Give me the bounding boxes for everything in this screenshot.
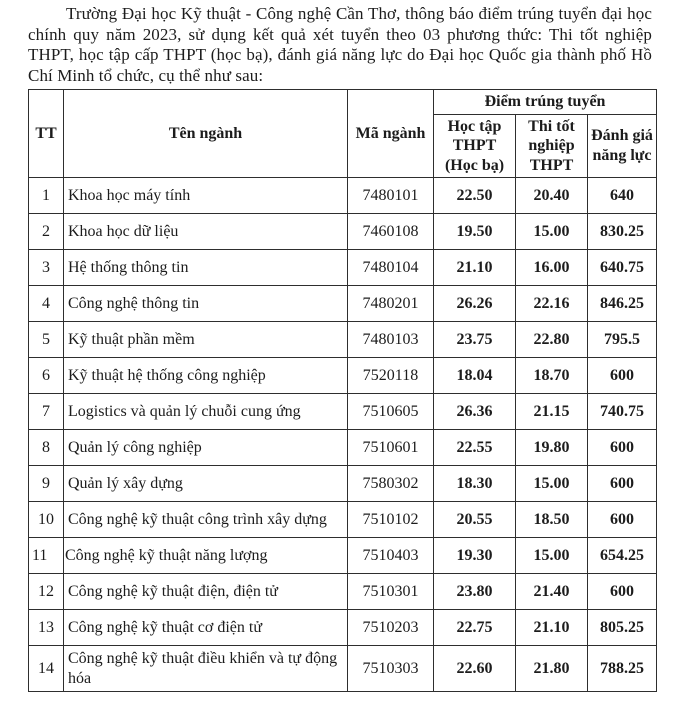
cell-ma-nganh: 7480104 (348, 250, 434, 286)
cell-ma-nganh: 7510601 (348, 430, 434, 466)
cell-ten-nganh: Công nghệ kỹ thuật năng lượng (64, 538, 348, 574)
cell-thpt-score: 15.00 (516, 214, 588, 250)
table-row (29, 538, 657, 574)
cell-tt: 8 (29, 430, 64, 466)
table-row (29, 466, 657, 502)
cell-hoc-ba-score: 18.04 (434, 358, 516, 394)
cell-tt: 11 (29, 538, 64, 574)
cell-dgnl-score: 795.5 (588, 322, 657, 358)
col-header-danh-gia-nang-luc: Đánh giá năng lực (588, 114, 657, 178)
cell-ma-nganh: 7510303 (348, 646, 434, 692)
cell-tt: 13 (29, 610, 64, 646)
cell-dgnl-score: 805.25 (588, 610, 657, 646)
cell-tt: 5 (29, 322, 64, 358)
cell-ma-nganh: 7510403 (348, 538, 434, 574)
cell-hoc-ba-score: 18.30 (434, 466, 516, 502)
cell-hoc-ba-score: 20.55 (434, 502, 516, 538)
col-header-thi-tot-nghiep-thpt: Thi tốt nghiệp THPT (516, 114, 588, 178)
cell-thpt-score: 21.40 (516, 574, 588, 610)
table-row (29, 250, 657, 286)
table-row (29, 646, 657, 692)
cell-tt: 1 (29, 178, 64, 214)
col-header-diem-trung-tuyen: Điểm trúng tuyển (434, 90, 657, 115)
cell-tt: 2 (29, 214, 64, 250)
cell-tt: 12 (29, 574, 64, 610)
table-row (29, 574, 657, 610)
cell-ten-nganh: Quản lý công nghiệp (64, 430, 348, 466)
cell-ma-nganh: 7580302 (348, 466, 434, 502)
cell-ten-nganh: Công nghệ kỹ thuật công trình xây dựng (64, 502, 348, 538)
col-header-ten-nganh: Tên ngành (64, 90, 348, 178)
col-header-ma-nganh: Mã ngành (348, 90, 434, 178)
cell-thpt-score: 21.10 (516, 610, 588, 646)
cell-ten-nganh: Khoa học máy tính (64, 178, 348, 214)
cell-hoc-ba-score: 23.75 (434, 322, 516, 358)
cell-dgnl-score: 788.25 (588, 646, 657, 692)
cell-thpt-score: 15.00 (516, 538, 588, 574)
cell-dgnl-score: 846.25 (588, 286, 657, 322)
cell-hoc-ba-score: 21.10 (434, 250, 516, 286)
cell-ten-nganh: Khoa học dữ liệu (64, 214, 348, 250)
cell-ten-nganh: Quản lý xây dựng (64, 466, 348, 502)
cell-dgnl-score: 600 (588, 358, 657, 394)
cell-tt: 3 (29, 250, 64, 286)
cell-hoc-ba-score: 19.30 (434, 538, 516, 574)
cell-hoc-ba-score: 22.50 (434, 178, 516, 214)
cell-ten-nganh: Kỹ thuật hệ thống công nghiệp (64, 358, 348, 394)
table-header (29, 90, 657, 178)
cell-ma-nganh: 7520118 (348, 358, 434, 394)
table-header-row-top (29, 90, 657, 115)
cell-dgnl-score: 600 (588, 502, 657, 538)
table-row (29, 214, 657, 250)
table-row (29, 358, 657, 394)
cell-hoc-ba-score: 23.80 (434, 574, 516, 610)
cell-thpt-score: 18.50 (516, 502, 588, 538)
cell-thpt-score: 16.00 (516, 250, 588, 286)
cell-ten-nganh: Công nghệ kỹ thuật điện, điện tử (64, 574, 348, 610)
cell-ma-nganh: 7510301 (348, 574, 434, 610)
cell-ten-nganh: Công nghệ thông tin (64, 286, 348, 322)
cell-thpt-score: 19.80 (516, 430, 588, 466)
cell-thpt-score: 21.80 (516, 646, 588, 692)
cell-hoc-ba-score: 22.60 (434, 646, 516, 692)
cell-hoc-ba-score: 19.50 (434, 214, 516, 250)
col-header-hoc-tap-thpt: Học tập THPT (Học bạ) (434, 114, 516, 178)
cell-tt: 4 (29, 286, 64, 322)
cell-tt: 10 (29, 502, 64, 538)
cell-dgnl-score: 600 (588, 430, 657, 466)
table-row (29, 394, 657, 430)
cell-hoc-ba-score: 22.55 (434, 430, 516, 466)
cell-dgnl-score: 640 (588, 178, 657, 214)
cell-hoc-ba-score: 26.36 (434, 394, 516, 430)
cell-dgnl-score: 600 (588, 574, 657, 610)
cell-thpt-score: 18.70 (516, 358, 588, 394)
cell-tt: 7 (29, 394, 64, 430)
cell-ten-nganh: Công nghệ kỹ thuật điều khiển và tự động hóa (64, 646, 348, 692)
table-row (29, 286, 657, 322)
cell-tt: 9 (29, 466, 64, 502)
cell-ma-nganh: 7480101 (348, 178, 434, 214)
cell-ma-nganh: 7510102 (348, 502, 434, 538)
cell-tt: 6 (29, 358, 64, 394)
cell-ma-nganh: 7510203 (348, 610, 434, 646)
cell-ma-nganh: 7510605 (348, 394, 434, 430)
cell-dgnl-score: 654.25 (588, 538, 657, 574)
cell-ten-nganh: Kỹ thuật phần mềm (64, 322, 348, 358)
table-row (29, 502, 657, 538)
cell-ten-nganh: Hệ thống thông tin (64, 250, 348, 286)
cell-ma-nganh: 7480201 (348, 286, 434, 322)
cell-dgnl-score: 640.75 (588, 250, 657, 286)
cell-thpt-score: 15.00 (516, 466, 588, 502)
cell-hoc-ba-score: 22.75 (434, 610, 516, 646)
cell-ma-nganh: 7480103 (348, 322, 434, 358)
cell-dgnl-score: 830.25 (588, 214, 657, 250)
table-row (29, 610, 657, 646)
table-row (29, 430, 657, 466)
table-row (29, 322, 657, 358)
intro-paragraph: Trường Đại học Kỹ thuật - Công nghệ Cần Thơ, thông báo điểm trúng tuyển đại học chính quy năm 2023, sử dụng kết quả xét tuyển theo 03 phương thức: Thi tốt nghiệp THPT, học tập cấp THPT (học bạ), đánh giá năng lực do Đại học Quốc gia thành phố Hồ Chí Minh tổ chức, cụ thể như sau: (28, 4, 652, 85)
cell-dgnl-score: 600 (588, 466, 657, 502)
cell-ten-nganh: Logistics và quản lý chuỗi cung ứng (64, 394, 348, 430)
col-header-tt: TT (29, 90, 64, 178)
cell-tt: 14 (29, 646, 64, 692)
table-row (29, 178, 657, 214)
cell-hoc-ba-score: 26.26 (434, 286, 516, 322)
admission-score-table (28, 89, 657, 692)
cell-ma-nganh: 7460108 (348, 214, 434, 250)
cell-thpt-score: 22.80 (516, 322, 588, 358)
cell-thpt-score: 22.16 (516, 286, 588, 322)
cell-ten-nganh: Công nghệ kỹ thuật cơ điện tử (64, 610, 348, 646)
cell-dgnl-score: 740.75 (588, 394, 657, 430)
cell-thpt-score: 20.40 (516, 178, 588, 214)
table-body (29, 178, 657, 692)
cell-thpt-score: 21.15 (516, 394, 588, 430)
